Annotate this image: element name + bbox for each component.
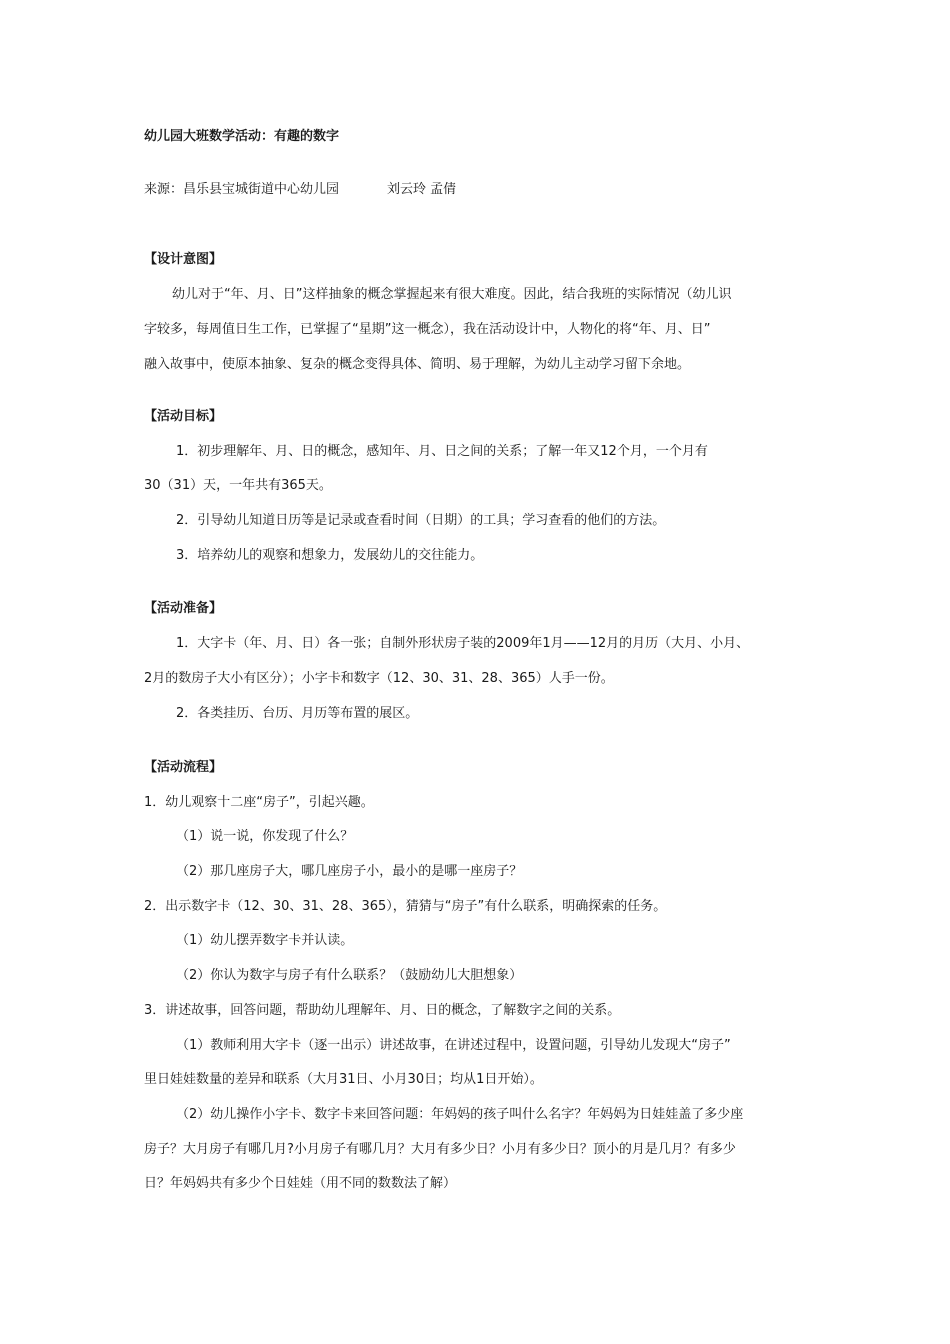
goals-line: 2．引导幼儿知道日历等是记录或查看时间（日期）的工具；学习查看的他们的方法。 bbox=[176, 513, 666, 528]
goals-line: 30（31）天，一年共有365天。 bbox=[144, 478, 332, 493]
process-line: 日？年妈妈共有多少个日娃娃（用不同的数数法了解） bbox=[144, 1176, 457, 1191]
preparation-heading: 【活动准备】 bbox=[144, 601, 223, 616]
process-line: 2．出示数字卡（12、30、31、28、365），猜猜与“房子”有什么联系，明确探索的任务。 bbox=[144, 899, 667, 914]
design-intent-line: 字较多，每周值日生工作，已掌握了“星期”这一概念），我在活动设计中，人物化的将“年、月、日” bbox=[144, 322, 711, 337]
goals-line: 3．培养幼儿的观察和想象力，发展幼儿的交往能力。 bbox=[176, 548, 484, 563]
process-line: （1）幼儿摆弄数字卡并认读。 bbox=[176, 933, 354, 948]
source-label: 来源：昌乐县宝城街道中心幼儿园 bbox=[144, 182, 340, 197]
process-line: （2）你认为数字与房子有什么联系？（鼓励幼儿大胆想象） bbox=[176, 968, 523, 983]
preparation-line: 2月的数房子大小有区分）；小字卡和数字（12、30、31、28、365）人手一份。 bbox=[144, 671, 614, 686]
preparation-line: 2．各类挂历、台历、月历等布置的展区。 bbox=[176, 706, 419, 721]
process-line: 3．讲述故事，回答问题，帮助幼儿理解年、月、日的概念，了解数字之间的关系。 bbox=[144, 1003, 621, 1018]
goals-line: 1．初步理解年、月、日的概念，感知年、月、日之间的关系；了解一年又12个月，一个月有 bbox=[176, 444, 708, 459]
process-line: 里日娃娃数量的差异和联系（大月31日、小月30日；均从1日开始）。 bbox=[144, 1072, 543, 1087]
process-line: 1．幼儿观察十二座“房子”，引起兴趣。 bbox=[144, 795, 374, 810]
process-line: （1）说一说，你发现了什么？ bbox=[176, 829, 354, 844]
process-line: 房子？大月房子有哪几月?小月房子有哪几月？大月有多少日？小月有多少日？顶小的月是几月？有多少 bbox=[144, 1142, 736, 1157]
process-heading: 【活动流程】 bbox=[144, 760, 223, 775]
process-line: （2）那几座房子大，哪几座房子小，最小的是哪一座房子？ bbox=[176, 864, 523, 879]
design-intent-heading: 【设计意图】 bbox=[144, 252, 223, 267]
design-intent-line: 幼儿对于“年、月、日”这样抽象的概念掌握起来有很大难度。因此，结合我班的实际情况（幼儿识 bbox=[172, 287, 732, 302]
goals-heading: 【活动目标】 bbox=[144, 409, 223, 424]
document-title: 幼儿园大班数学活动：有趣的数字 bbox=[144, 129, 340, 144]
process-line: （2）幼儿操作小字卡、数字卡来回答问题：年妈妈的孩子叫什么名字？年妈妈为日娃娃盖了多少座 bbox=[176, 1107, 744, 1122]
source-line bbox=[144, 180, 456, 200]
preparation-line: 1．大字卡（年、月、日）各一张；自制外形状房子装的2009年1月——12月的月历（大月、小月、 bbox=[176, 636, 750, 651]
process-line: （1）教师利用大字卡（逐一出示）讲述故事，在讲述过程中，设置问题，引导幼儿发现大“房子” bbox=[176, 1038, 731, 1053]
design-intent-line: 融入故事中，使原本抽象、复杂的概念变得具体、简明、易于理解，为幼儿主动学习留下余地。 bbox=[144, 357, 691, 372]
source-authors: 刘云玲 孟倩 bbox=[387, 182, 457, 197]
